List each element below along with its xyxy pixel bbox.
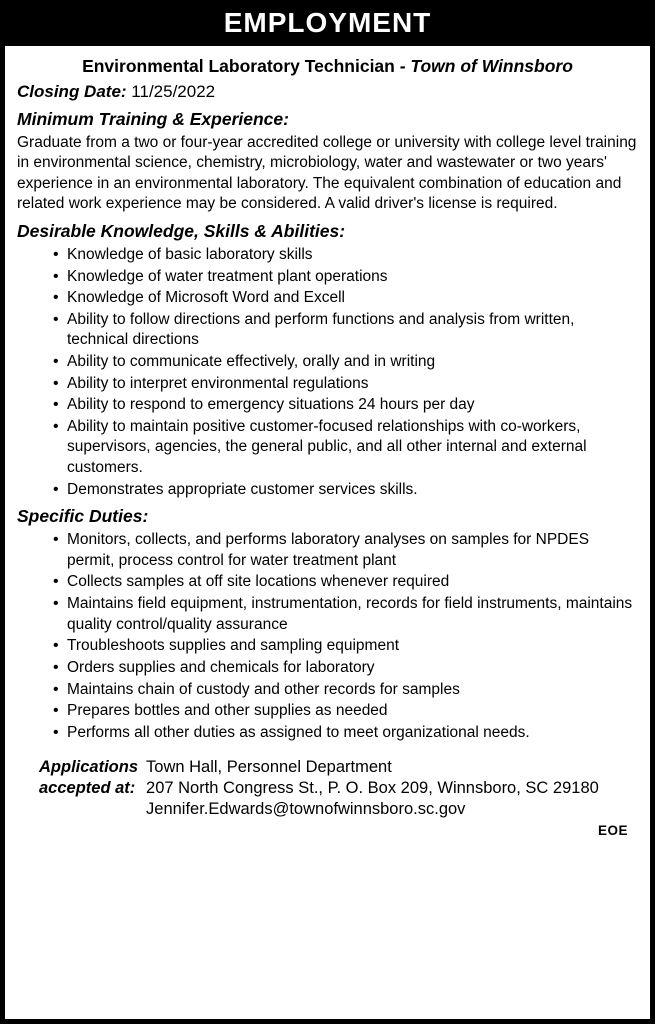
closing-date-label: Closing Date [17,82,121,102]
minimum-training-paragraph: Graduate from a two or four-year accredited college or university with college level training in environmental science, chemistry, microbiology, water and wastewater or two years' experience in an environmental laboratory. The equivalent combination of education and related work experience may be considered. A valid driver's license is required. [17,133,637,213]
list-item: • Demonstrates appropriate customer services skills. [53,480,638,501]
desirable-knowledge-heading: Desirable Knowledge, Skills & Abilities: [17,220,346,241]
list-item: • Prepares bottles and other supplies as needed [53,701,638,722]
eoe-note: EOE [597,823,628,839]
list-item: • Maintains field equipment, instrumentation, records for field instruments, maintains quality control/quality assurance [53,594,638,635]
list-item: • Knowledge of water treatment plant operations [53,267,638,288]
list-item: • Troubleshoots supplies and sampling equipment [53,636,638,657]
job-employer: Town of Winnsboro [410,56,573,76]
ad-body [5,46,650,1019]
list-item: • Maintains chain of custody and other records for samples [53,680,638,701]
specific-duties-list [17,530,638,743]
list-item: • Ability to respond to emergency situations 24 hours per day [53,395,638,416]
list-item: • Ability to maintain positive customer-focused relationships with co-workers, supervisors, agencies, the general public, and all other internal and external customers. [53,417,638,479]
employment-banner: EMPLOYMENT [5,5,650,43]
applications-email[interactable]: Jennifer.Edwards@townofwinnsboro.sc.gov [146,799,466,818]
job-position: Environmental Laboratory Technician [82,56,395,76]
closing-date-line [17,82,638,102]
applications-line2: 207 North Congress St., P. O. Box 209, Winnsboro, SC 29180 [146,778,599,797]
applications-line1: Town Hall, Personnel Department [146,758,392,777]
specific-duties-heading: Specific Duties: [17,506,149,527]
list-item: • Knowledge of basic laboratory skills [53,245,638,266]
list-item: • Monitors, collects, and performs laboratory analyses on samples for NPDES permit, process control for water treatment plant [53,530,638,571]
applications-address [146,757,599,819]
applications-block [17,757,638,819]
closing-date-separator: : [120,82,132,102]
desirable-knowledge-list [17,245,638,500]
list-item: • Knowledge of Microsoft Word and Excell [53,288,638,309]
title-separator: - [394,56,411,76]
page-title [17,56,638,76]
list-item: • Ability to communicate effectively, orally and in writing [53,352,638,373]
applications-label-line2: accepted at: [39,778,136,797]
list-item: • Ability to interpret environmental regulations [53,374,638,395]
minimum-training-heading: Minimum Training & Experience: [17,108,289,129]
list-item: • Performs all other duties as assigned to meet organizational needs. [53,723,638,744]
applications-label-line1: Applications [39,758,139,777]
list-item: • Orders supplies and chemicals for laboratory [53,658,638,679]
list-item: • Ability to follow directions and perform functions and analysis from written, technical directions [53,310,638,351]
closing-date-value: 11/25/2022 [131,82,216,102]
applications-label [39,757,146,819]
list-item: • Collects samples at off site locations whenever required [53,572,638,593]
